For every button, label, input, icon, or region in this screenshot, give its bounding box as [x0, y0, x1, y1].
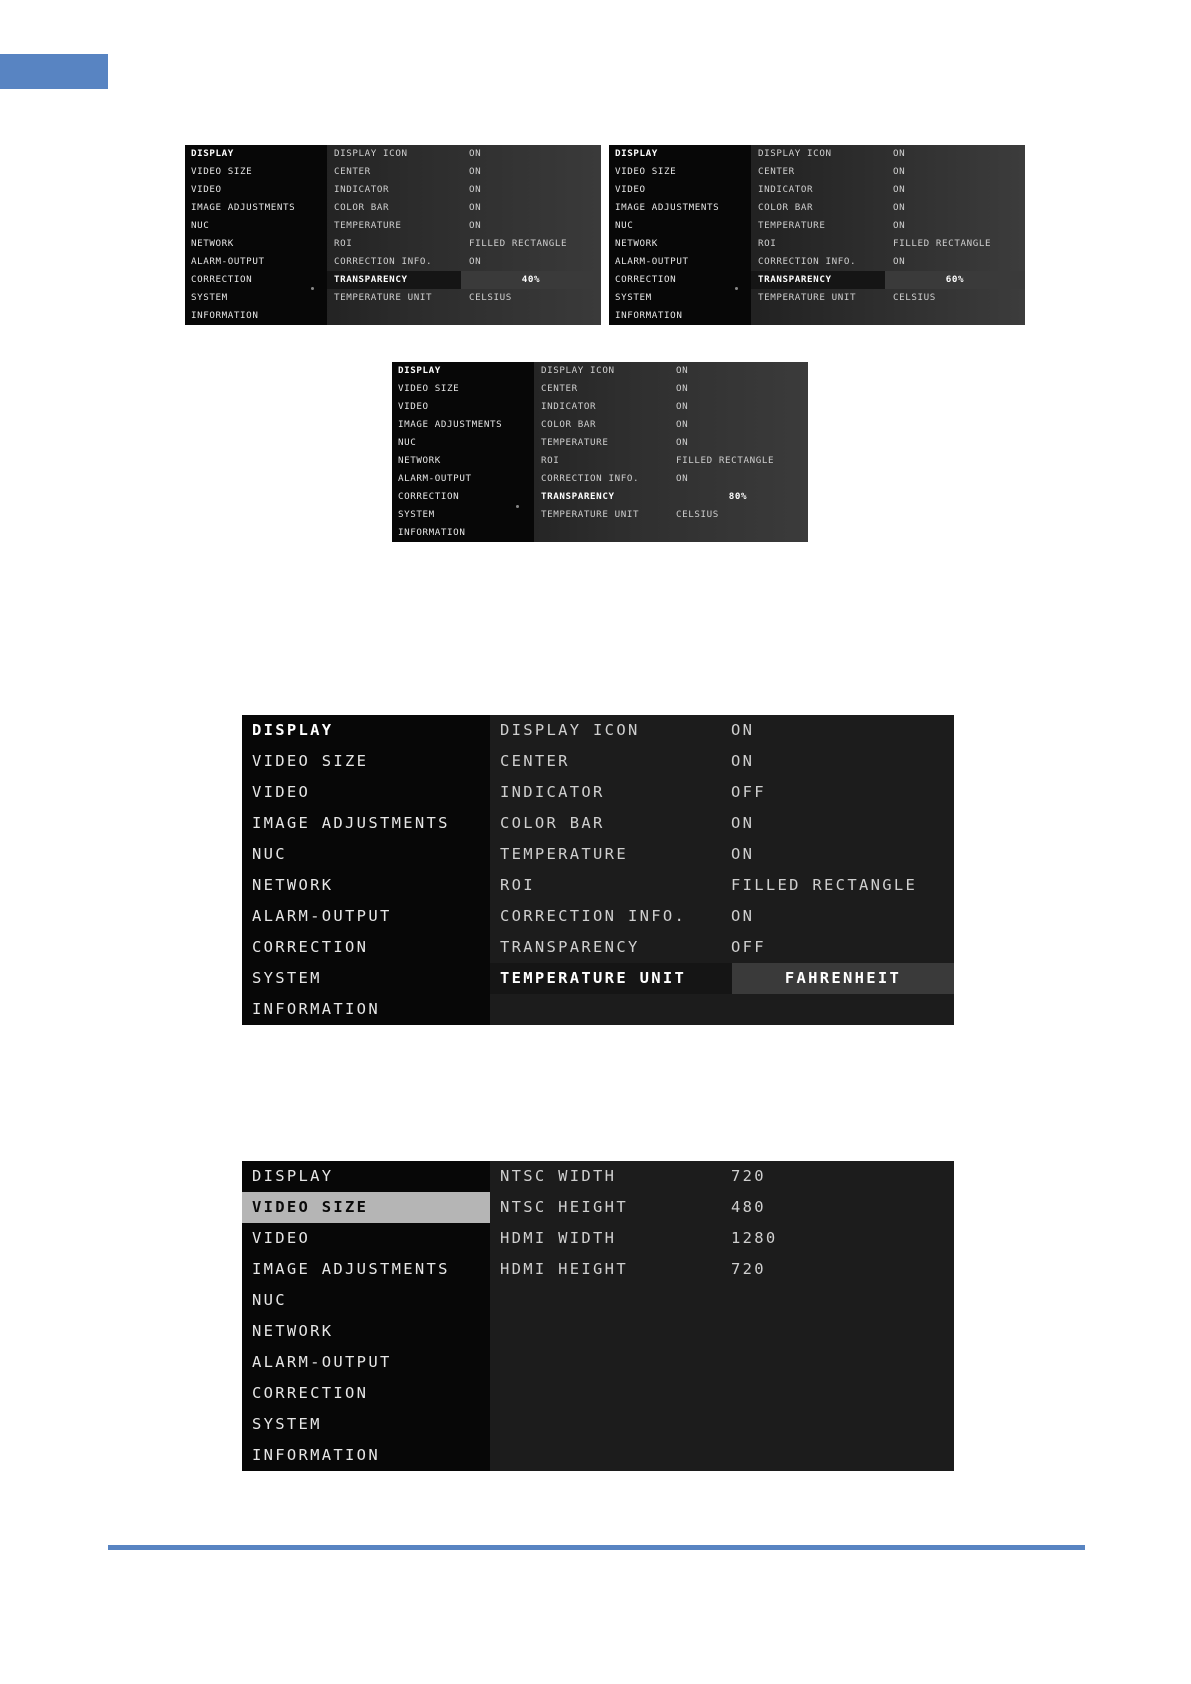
- noise-dot: [311, 287, 314, 290]
- setting-value-indicator[interactable]: ON: [469, 184, 482, 195]
- setting-value-correction-info[interactable]: ON: [893, 256, 906, 267]
- setting-label-center: CENTER: [758, 166, 795, 177]
- setting-label-color-bar: COLOR BAR: [758, 202, 814, 213]
- setting-label-temperature-unit: TEMPERATURE UNIT: [334, 292, 433, 303]
- setting-label-hdmi-height: HDMI HEIGHT: [500, 1260, 628, 1278]
- osd-menu-transparency-60: [609, 145, 1025, 325]
- menu-item-nuc[interactable]: NUC: [398, 437, 417, 448]
- setting-value-temperature-unit[interactable]: CELSIUS: [676, 509, 719, 520]
- setting-value-temperature-unit[interactable]: CELSIUS: [469, 292, 512, 303]
- menu-item-network[interactable]: NETWORK: [191, 238, 234, 249]
- menu-item-image-adjustments[interactable]: IMAGE ADJUSTMENTS: [615, 202, 720, 213]
- setting-value-indicator[interactable]: OFF: [731, 783, 766, 801]
- osd-menu-video-size: [242, 1161, 954, 1471]
- setting-value-temperature[interactable]: ON: [676, 437, 689, 448]
- menu-item-display[interactable]: DISPLAY: [191, 148, 234, 159]
- setting-label-hdmi-width: HDMI WIDTH: [500, 1229, 617, 1247]
- menu-item-video[interactable]: VIDEO: [615, 184, 646, 195]
- menu-item-network[interactable]: NETWORK: [252, 1322, 334, 1340]
- setting-label-indicator: INDICATOR: [500, 783, 605, 801]
- setting-label-temperature: TEMPERATURE: [334, 220, 402, 231]
- setting-value-display-icon[interactable]: ON: [676, 365, 689, 376]
- setting-value-display-icon[interactable]: ON: [893, 148, 906, 159]
- menu-item-video-size[interactable]: VIDEO SIZE: [242, 1192, 490, 1223]
- menu-item-alarm-output[interactable]: ALARM-OUTPUT: [398, 473, 472, 484]
- menu-item-network[interactable]: NETWORK: [398, 455, 441, 466]
- noise-dot: [516, 505, 519, 508]
- menu-item-image-adjustments[interactable]: IMAGE ADJUSTMENTS: [191, 202, 296, 213]
- setting-label-indicator: INDICATOR: [334, 184, 390, 195]
- setting-value-temperature[interactable]: ON: [731, 845, 755, 863]
- setting-value-center[interactable]: ON: [893, 166, 906, 177]
- setting-label-transparency: TRANSPARENCY: [541, 491, 615, 502]
- setting-label-display-icon: DISPLAY ICON: [500, 721, 640, 739]
- setting-value-center[interactable]: ON: [731, 752, 755, 770]
- setting-label-temperature: TEMPERATURE: [758, 220, 826, 231]
- setting-label-temperature: TEMPERATURE: [541, 437, 609, 448]
- menu-item-network[interactable]: NETWORK: [615, 238, 658, 249]
- osd-menu-transparency-80: [392, 362, 808, 542]
- setting-label-display-icon: DISPLAY ICON: [334, 148, 408, 159]
- menu-item-correction[interactable]: CORRECTION: [191, 274, 253, 285]
- setting-label-color-bar: COLOR BAR: [500, 814, 605, 832]
- setting-label-roi: ROI: [758, 238, 777, 249]
- setting-label-temperature-unit: TEMPERATURE UNIT: [490, 963, 732, 994]
- setting-label-temperature-unit: TEMPERATURE UNIT: [758, 292, 857, 303]
- setting-value-hdmi-height[interactable]: 720: [731, 1260, 766, 1278]
- noise-dot: [735, 287, 738, 290]
- menu-item-video[interactable]: VIDEO: [252, 783, 311, 801]
- setting-label-center: CENTER: [541, 383, 578, 394]
- setting-label-temperature-unit: TEMPERATURE UNIT: [541, 509, 640, 520]
- setting-value-correction-info[interactable]: ON: [731, 907, 755, 925]
- setting-value-indicator[interactable]: ON: [893, 184, 906, 195]
- setting-label-temperature: TEMPERATURE: [500, 845, 628, 863]
- page-tab-marker: [0, 54, 108, 89]
- setting-value-transparency[interactable]: 40%: [461, 271, 601, 289]
- setting-label-center: CENTER: [500, 752, 570, 770]
- setting-label-roi: ROI: [500, 876, 535, 894]
- setting-value-ntsc-height[interactable]: 480: [731, 1198, 766, 1216]
- setting-value-center[interactable]: ON: [676, 383, 689, 394]
- setting-value-temperature-unit[interactable]: CELSIUS: [893, 292, 936, 303]
- menu-item-image-adjustments[interactable]: IMAGE ADJUSTMENTS: [252, 814, 450, 832]
- osd-menu-display-temperature-unit: [242, 715, 954, 1025]
- setting-label-display-icon: DISPLAY ICON: [758, 148, 832, 159]
- setting-value-color-bar[interactable]: ON: [731, 814, 755, 832]
- setting-label-roi: ROI: [334, 238, 353, 249]
- menu-item-correction[interactable]: CORRECTION: [252, 938, 369, 956]
- menu-item-information[interactable]: INFORMATION: [252, 1000, 380, 1018]
- menu-item-display[interactable]: DISPLAY: [398, 365, 441, 376]
- setting-label-correction-info: CORRECTION INFO.: [500, 907, 687, 925]
- menu-item-display[interactable]: DISPLAY: [252, 721, 334, 739]
- setting-label-correction-info: CORRECTION INFO.: [541, 473, 640, 484]
- setting-value-indicator[interactable]: ON: [676, 401, 689, 412]
- menu-item-network[interactable]: NETWORK: [252, 876, 334, 894]
- menu-item-video-size[interactable]: VIDEO SIZE: [615, 166, 677, 177]
- menu-item-nuc[interactable]: NUC: [252, 845, 287, 863]
- setting-value-transparency[interactable]: 60%: [885, 271, 1025, 289]
- menu-item-display[interactable]: DISPLAY: [615, 148, 658, 159]
- menu-item-correction[interactable]: CORRECTION: [252, 1384, 369, 1402]
- setting-value-transparency[interactable]: OFF: [731, 938, 766, 956]
- setting-value-display-icon[interactable]: ON: [731, 721, 755, 739]
- setting-label-ntsc-width: NTSC WIDTH: [500, 1167, 617, 1185]
- menu-item-nuc[interactable]: NUC: [191, 220, 210, 231]
- menu-item-system[interactable]: SYSTEM: [191, 292, 228, 303]
- menu-item-system[interactable]: SYSTEM: [252, 1415, 322, 1433]
- setting-label-indicator: INDICATOR: [541, 401, 597, 412]
- setting-label-roi: ROI: [541, 455, 560, 466]
- menu-item-alarm-output[interactable]: ALARM-OUTPUT: [615, 256, 689, 267]
- menu-item-system[interactable]: SYSTEM: [398, 509, 435, 520]
- osd-menu-transparency-40: [185, 145, 601, 325]
- menu-item-information[interactable]: INFORMATION: [398, 527, 466, 538]
- menu-item-image-adjustments[interactable]: IMAGE ADJUSTMENTS: [252, 1260, 450, 1278]
- setting-value-ntsc-width[interactable]: 720: [731, 1167, 766, 1185]
- setting-label-indicator: INDICATOR: [758, 184, 814, 195]
- menu-item-image-adjustments[interactable]: IMAGE ADJUSTMENTS: [398, 419, 503, 430]
- setting-value-roi[interactable]: FILLED RECTANGLE: [676, 455, 775, 466]
- setting-value-temperature[interactable]: ON: [469, 220, 482, 231]
- menu-item-correction[interactable]: CORRECTION: [398, 491, 460, 502]
- setting-value-temperature-unit[interactable]: FAHRENHEIT: [732, 963, 954, 994]
- setting-value-roi[interactable]: FILLED RECTANGLE: [469, 238, 568, 249]
- setting-value-correction-info[interactable]: ON: [469, 256, 482, 267]
- setting-value-hdmi-width[interactable]: 1280: [731, 1229, 778, 1247]
- setting-value-color-bar[interactable]: ON: [469, 202, 482, 213]
- footer-rule: [108, 1545, 1085, 1550]
- menu-item-video[interactable]: VIDEO: [398, 401, 429, 412]
- setting-value-color-bar[interactable]: ON: [676, 419, 689, 430]
- setting-label-display-icon: DISPLAY ICON: [541, 365, 615, 376]
- setting-value-display-icon[interactable]: ON: [469, 148, 482, 159]
- setting-value-roi[interactable]: FILLED RECTANGLE: [731, 876, 918, 894]
- menu-item-information[interactable]: INFORMATION: [252, 1446, 380, 1464]
- setting-value-temperature[interactable]: ON: [893, 220, 906, 231]
- menu-item-nuc[interactable]: NUC: [615, 220, 634, 231]
- setting-label-correction-info: CORRECTION INFO.: [758, 256, 857, 267]
- menu-item-correction[interactable]: CORRECTION: [615, 274, 677, 285]
- setting-label-ntsc-height: NTSC HEIGHT: [500, 1198, 628, 1216]
- setting-label-color-bar: COLOR BAR: [334, 202, 390, 213]
- setting-label-transparency: TRANSPARENCY: [327, 271, 468, 289]
- menu-item-video[interactable]: VIDEO: [191, 184, 222, 195]
- menu-item-video-size[interactable]: VIDEO SIZE: [398, 383, 460, 394]
- menu-item-information[interactable]: INFORMATION: [615, 310, 683, 321]
- menu-item-alarm-output[interactable]: ALARM-OUTPUT: [252, 907, 392, 925]
- setting-value-center[interactable]: ON: [469, 166, 482, 177]
- menu-item-video-size[interactable]: VIDEO SIZE: [191, 166, 253, 177]
- menu-item-nuc[interactable]: NUC: [252, 1291, 287, 1309]
- menu-item-system[interactable]: SYSTEM: [615, 292, 652, 303]
- menu-item-alarm-output[interactable]: ALARM-OUTPUT: [252, 1353, 392, 1371]
- setting-label-transparency: TRANSPARENCY: [751, 271, 892, 289]
- menu-item-video-size[interactable]: VIDEO SIZE: [252, 752, 369, 770]
- setting-label-correction-info: CORRECTION INFO.: [334, 256, 433, 267]
- menu-item-system[interactable]: SYSTEM: [252, 969, 322, 987]
- menu-item-video[interactable]: VIDEO: [252, 1229, 311, 1247]
- setting-value-correction-info[interactable]: ON: [676, 473, 689, 484]
- menu-item-display[interactable]: DISPLAY: [252, 1167, 334, 1185]
- menu-item-alarm-output[interactable]: ALARM-OUTPUT: [191, 256, 265, 267]
- setting-value-transparency[interactable]: 80%: [728, 491, 748, 502]
- setting-value-roi[interactable]: FILLED RECTANGLE: [893, 238, 992, 249]
- setting-label-color-bar: COLOR BAR: [541, 419, 597, 430]
- setting-label-center: CENTER: [334, 166, 371, 177]
- setting-value-color-bar[interactable]: ON: [893, 202, 906, 213]
- setting-label-transparency: TRANSPARENCY: [500, 938, 640, 956]
- menu-item-information[interactable]: INFORMATION: [191, 310, 259, 321]
